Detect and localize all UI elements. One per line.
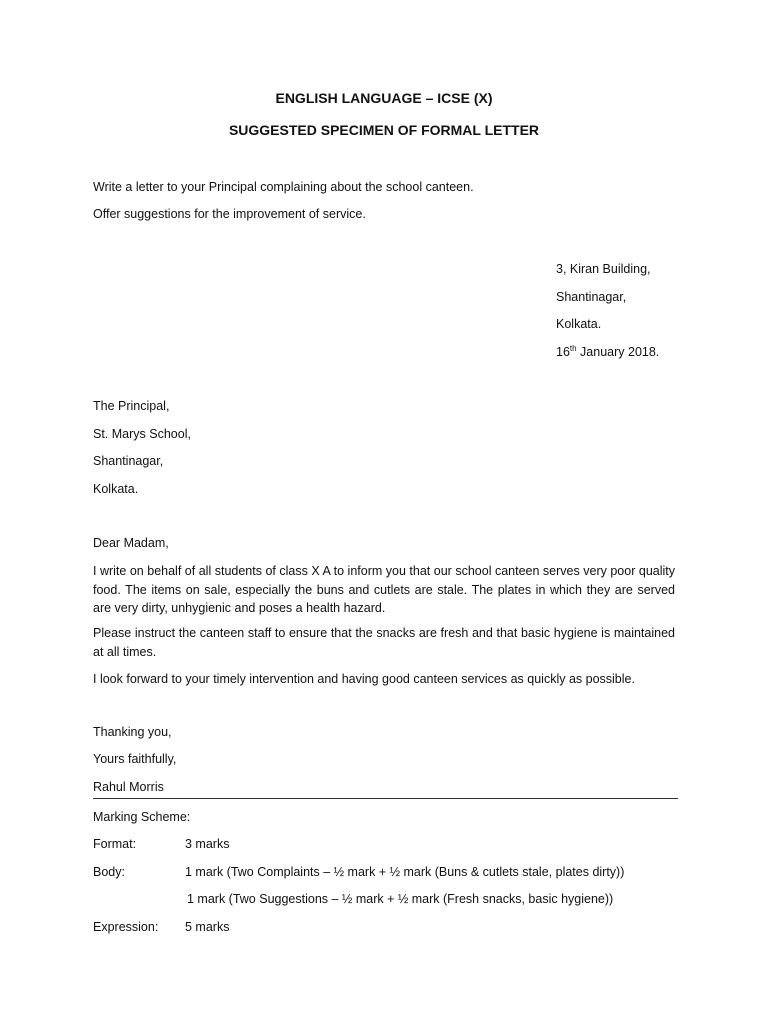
letter-date	[556, 345, 659, 359]
format-label: Format:	[93, 837, 137, 851]
salutation: Dear Madam,	[93, 536, 169, 550]
sender-address-line-2: Shantinagar,	[556, 290, 627, 304]
recipient-line-1: The Principal,	[93, 399, 170, 413]
body-paragraph-3: I look forward to your timely intervention and having good canteen services as quickly as possible.	[93, 672, 635, 686]
date-rest: January 2018.	[576, 345, 660, 359]
recipient-line-2: St. Marys School,	[93, 427, 191, 441]
expression-value: 5 marks	[185, 920, 230, 934]
recipient-line-3: Shantinagar,	[93, 454, 164, 468]
recipient-line-4: Kolkata.	[93, 482, 139, 496]
date-day: 16	[556, 345, 570, 359]
expression-label: Expression:	[93, 920, 159, 934]
body-marks-line-2: 1 mark (Two Suggestions – ½ mark + ½ mark (Fresh snacks, basic hygiene))	[187, 892, 614, 906]
body-label: Body:	[93, 865, 125, 879]
sender-name: Rahul Morris	[93, 780, 164, 794]
question-line-2: Offer suggestions for the improvement of service.	[93, 207, 366, 221]
body-paragraph-1: I write on behalf of all students of class X A to inform you that our school canteen serves very poor quality food. The items on sale, especially the buns and cutlets are stale. The plates in which they are served are very dirty, unhygienic and poses a health hazard.	[93, 564, 675, 615]
closing-sign-off: Yours faithfully,	[93, 752, 177, 766]
document-title: ENGLISH LANGUAGE – ICSE (X)	[275, 90, 493, 106]
marking-scheme-heading: Marking Scheme:	[93, 810, 191, 824]
sender-address-line-1: 3, Kiran Building,	[556, 262, 651, 276]
divider	[93, 798, 678, 799]
format-value: 3 marks	[185, 837, 230, 851]
body-paragraph-2: Please instruct the canteen staff to ensure that the snacks are fresh and that basic hygiene is maintained at all times.	[93, 626, 675, 659]
closing-thanks: Thanking you,	[93, 725, 172, 739]
body-marks-line-1: 1 mark (Two Complaints – ½ mark + ½ mark (Buns & cutlets stale, plates dirty))	[185, 865, 625, 879]
question-line-1: Write a letter to your Principal complaining about the school canteen.	[93, 180, 474, 194]
date-suffix: th	[569, 343, 577, 353]
sender-address-line-3: Kolkata.	[556, 317, 602, 331]
document-subtitle: SUGGESTED SPECIMEN OF FORMAL LETTER	[228, 122, 540, 138]
